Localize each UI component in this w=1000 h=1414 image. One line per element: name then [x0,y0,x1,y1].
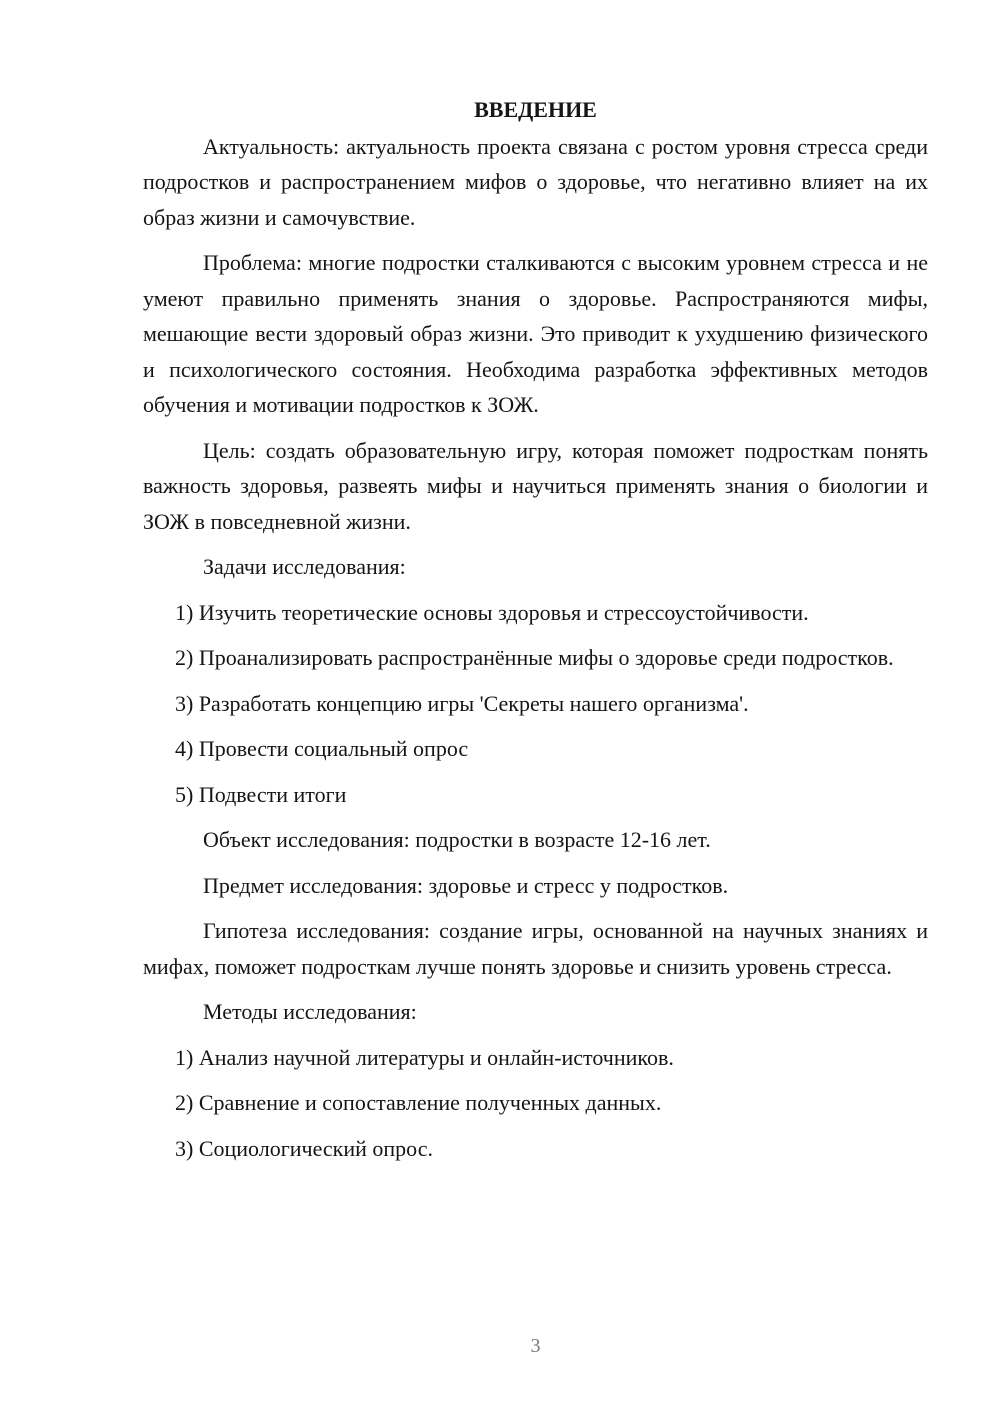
page-number: 3 [530,1335,541,1357]
paragraph-object: Объект исследования: подростки в возрасте 12-16 лет. [203,827,711,852]
task-item: 1) Изучить теоретические основы здоровья и стрессоустойчивости. [175,599,809,625]
task-item: 4) Провести социальный опрос [175,736,469,761]
method-item: 3) Социологический опрос. [175,1135,433,1161]
paragraph-relevance: Актуальность: актуальность проекта связана с ростом уровня стресса среди подростков и распространением мифов о здоровье, что негативно влияет на их образ жизни и самочувствие. [143,133,928,230]
task-item: 5) Подвести итоги [175,781,347,807]
task-item: 2) Проанализировать распространённые мифы о здоровье среди подростков. [175,645,894,670]
paragraph-goal: Цель: создать образовательную игру, которая поможет подросткам понять важность здоровья, развеять мифы и научиться применять знания о биологии и ЗОЖ в повседневной жизни. [143,437,928,534]
section-title: ВВЕДЕНИЕ [474,97,597,122]
task-item: 3) Разработать концепцию игры 'Секреты нашего организма'. [175,690,749,716]
method-item: 2) Сравнение и сопоставление полученных данных. [175,1090,662,1115]
paragraph-subject: Предмет исследования: здоровье и стресс у подростков. [203,872,729,898]
paragraph-hypothesis: Гипотеза исследования: создание игры, основанной на научных знаниях и мифах, поможет подросткам лучше понять здоровье и снизить уровень стресса. [143,918,928,979]
methods-heading: Методы исследования: [203,999,417,1024]
method-item: 1) Анализ научной литературы и онлайн-источников. [175,1044,674,1070]
document-body [143,92,928,1176]
paragraph-problem: Проблема: многие подростки сталкиваются с высоким уровнем стресса и не умеют правильно применять знания о здоровье. Распространяются мифы, мешающие вести здоровый образ жизни. Это приводит к ухудшению физического и психологического состояния. Необходима разработка эффективных методов обучения и мотивации подростков к ЗОЖ. [143,250,928,417]
tasks-heading: Задачи исследования: [203,554,406,579]
